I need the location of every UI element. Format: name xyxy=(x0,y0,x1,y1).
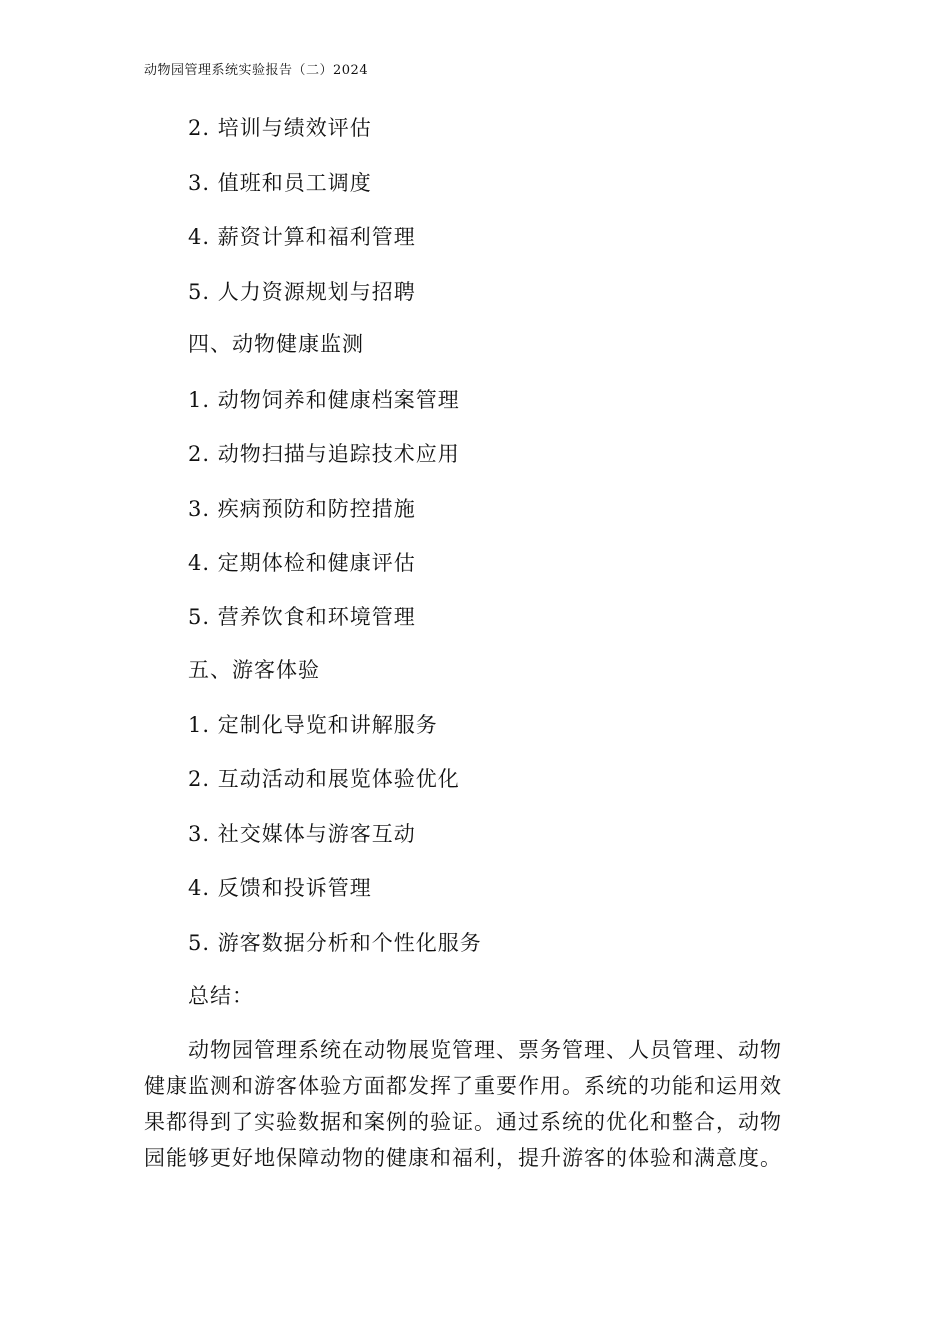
list-item-tracking-tech: 2. 动物扫描与追踪技术应用 xyxy=(188,442,460,466)
summary-line: 园能够更好地保障动物的健康和福利，提升游客的体验和满意度。 xyxy=(144,1146,782,1170)
summary-heading: 总结： xyxy=(188,984,254,1008)
list-item-payroll: 4. 薪资计算和福利管理 xyxy=(188,225,416,249)
summary-paragraph xyxy=(144,1032,800,1176)
list-item-feeding-records: 1. 动物饲养和健康档案管理 xyxy=(188,388,460,412)
section-heading-visitor-experience: 五、游客体验 xyxy=(188,658,320,682)
summary-line: 果都得到了实验数据和案例的验证。通过系统的优化和整合，动物 xyxy=(144,1110,782,1134)
list-item-training: 2. 培训与绩效评估 xyxy=(188,116,372,140)
summary-line: 动物园管理系统在动物展览管理、票务管理、人员管理、动物 xyxy=(188,1038,782,1062)
list-item-nutrition: 5. 营养饮食和环境管理 xyxy=(188,605,416,629)
list-item-disease-prevention: 3. 疾病预防和防控措施 xyxy=(188,497,416,521)
list-item-social-media: 3. 社交媒体与游客互动 xyxy=(188,822,416,846)
section-heading-animal-health: 四、动物健康监测 xyxy=(188,332,364,356)
list-item-guided-tours: 1. 定制化导览和讲解服务 xyxy=(188,713,438,737)
list-item-checkups: 4. 定期体检和健康评估 xyxy=(188,551,416,575)
list-item-duty-scheduling: 3. 值班和员工调度 xyxy=(188,171,372,195)
list-item-visitor-analytics: 5. 游客数据分析和个性化服务 xyxy=(188,931,482,955)
list-item-interactive-activities: 2. 互动活动和展览体验优化 xyxy=(188,767,460,791)
list-item-hr-planning: 5. 人力资源规划与招聘 xyxy=(188,280,416,304)
running-header: 动物园管理系统实验报告（二）2024 xyxy=(144,63,369,78)
list-item-feedback: 4. 反馈和投诉管理 xyxy=(188,876,372,900)
summary-line: 健康监测和游客体验方面都发挥了重要作用。系统的功能和运用效 xyxy=(144,1074,782,1098)
